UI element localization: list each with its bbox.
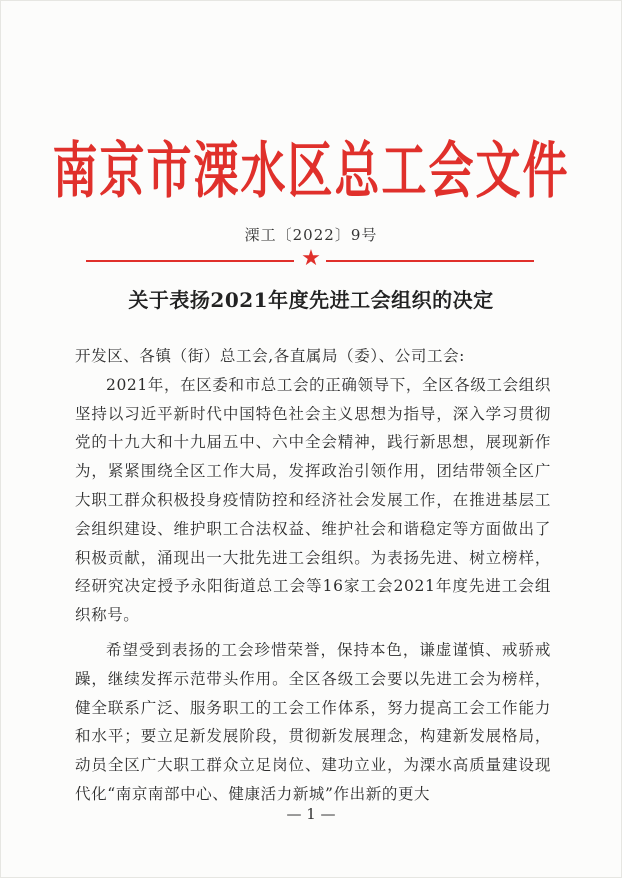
document-number: 溧工〔2022〕9号 [244, 226, 378, 244]
red-rule-left [86, 260, 294, 262]
star-icon: ★ [301, 246, 321, 271]
salutation: 开发区、各镇（街）总工会,各直属局（委）、公司工会: [75, 347, 466, 365]
paragraph: 希望受到表扬的工会珍惜荣誉，保持本色，谦虚谨慎、戒骄戒躁，继续发挥示范带头作用。全区各级工会要以先进工会为榜样，健全联系广泛、服务职工的工会工作体系，努力提高工会工作能力和水平；要立足新发展阶段，贯彻新发展理念，构建新发展格局，动员全区广大职工群众立足岗位、建功立业，为溧水高质量建设现代化“南京南部中心、健康活力新城”作出新的更大 [75, 640, 551, 803]
masthead-title: 南京市溧水区总工会文件 [52, 134, 570, 207]
paragraph: 2021年，在区委和市总工会的正确领导下，全区各级工会组织坚持以习近平新时代中国特色社会主义思想为指导，深入学习贯彻党的十九大和十九届五中、六中全会精神，践行新思想，展现新作为，紧紧围绕全区工作大局，发挥政治引领作用，团结带领全区广大职工群众积极投身疫情防控和经济社会发展工作，在推进基层工会组织建设、维护职工合法权益、维护社会和谐稳定等方面做出了积极贡献，涌现出一大批先进工会组织。为表扬先进、树立榜样，经研究决定授予永阳街道总工会等16家工会2021年度先进工会组织称号。 [75, 375, 551, 625]
document-body [75, 342, 551, 809]
page-number: — 1 — [286, 805, 336, 823]
red-rule-right [326, 260, 534, 262]
document-title: 关于表扬2021年度先进工会组织的决定 [128, 288, 494, 312]
